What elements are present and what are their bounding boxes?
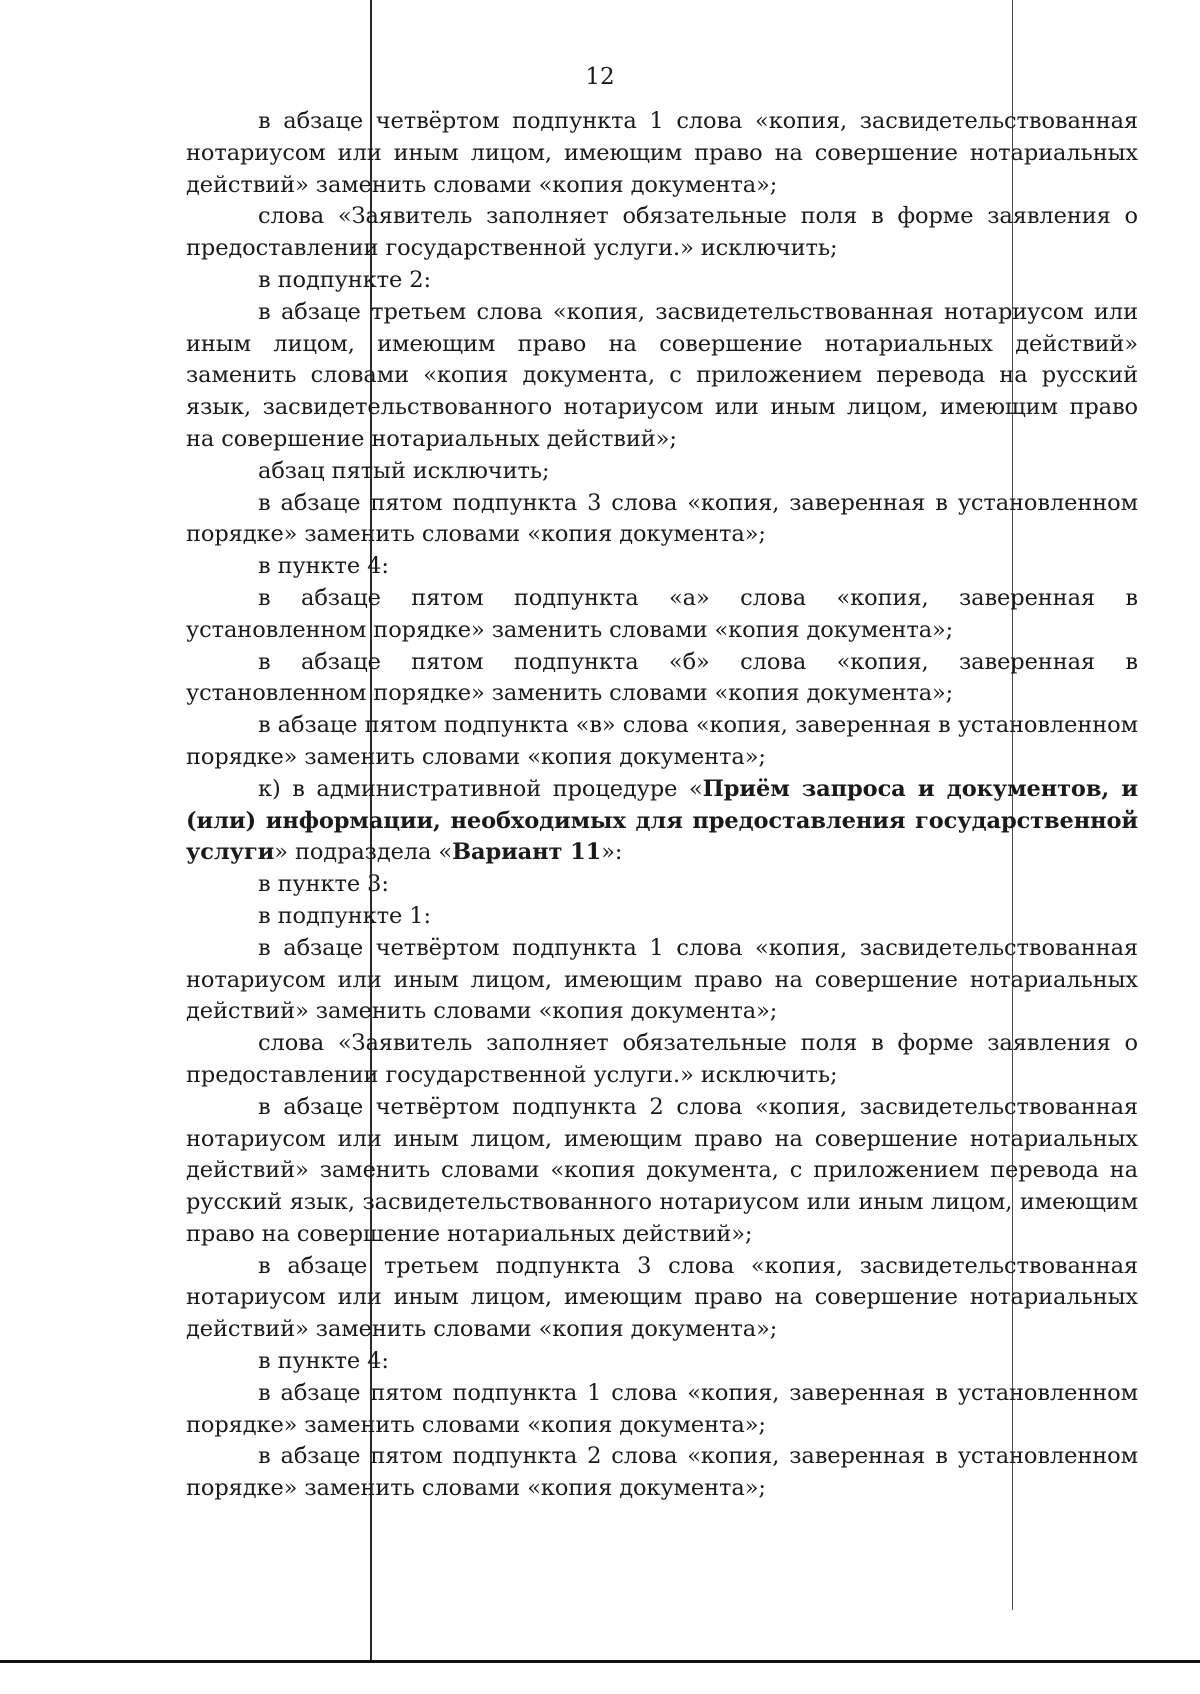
paragraph-11-text-3: »: (601, 839, 623, 866)
procedure-title-bold: Приём запроса и документов, и (или) информации, необходимых для предоставления государственной услуги (186, 775, 1138, 866)
paragraph-3: в подпункте 2: (258, 266, 431, 293)
variant-title-bold: Вариант 11 (452, 839, 602, 866)
paragraph-9: в абзаце пятом подпункта «б» слова «копия, заверенная в установленном порядке» заменить словами «копия документа»; (186, 648, 1138, 707)
page-bottom-border (0, 1660, 1200, 1663)
paragraph-8: в абзаце пятом подпункта «а» слова «копия, заверенная в установленном порядке» заменить словами «копия документа»; (186, 584, 1138, 643)
paragraph-1: в абзаце четвёртом подпункта 1 слова «копия, засвидетельствованная нотариусом или иным лицом, имеющим право на совершение нотариальных действий» заменить словами «копия документа»; (186, 108, 1138, 198)
paragraph-7: в пункте 4: (258, 553, 389, 580)
paragraph-10: в абзаце пятом подпункта «в» слова «копия, заверенная в установленном порядке» заменить словами «копия документа»; (186, 712, 1138, 770)
page-number: 12 (585, 64, 615, 90)
paragraph-11-text-1: к) в административной процедуре « (258, 775, 703, 802)
paragraph-2: слова «Заявитель заполняет обязательные поля в форме заявления о предоставлении государственной услуги.» исключить; (186, 203, 1138, 262)
paragraph-12: в пункте 3: (258, 871, 389, 898)
paragraph-16: в абзаце четвёртом подпункта 2 слова «копия, засвидетельствованная нотариусом или иным лицом, имеющим право на совершение нотариальных действий» заменить словами «копия документа, с приложением перевода на русский язык, засвидетельствованного нотариусом или иным лицом, имеющим право на совершение нотариальных действий»; (186, 1093, 1138, 1247)
paragraph-13: в подпункте 1: (258, 902, 431, 929)
paragraph-11-section-heading (186, 774, 1138, 869)
paragraph-20: в абзаце пятом подпункта 2 слова «копия, заверенная в установленном порядке» заменить словами «копия документа»; (186, 1443, 1138, 1502)
paragraph-5: абзац пятый исключить; (258, 457, 550, 484)
paragraph-6: в абзаце пятом подпункта 3 слова «копия, заверенная в установленном порядке» заменить словами «копия документа»; (186, 489, 1138, 548)
paragraph-4: в абзаце третьем слова «копия, засвидетельствованная нотариусом или иным лицом, имеющим право на совершение нотариальных действий» заменить словами «копия документа, с приложением перевода на русский язык, засвидетельствованного нотариусом или иным лицом, имеющим право на совершение нотариальных действий»; (186, 298, 1138, 452)
paragraph-11-text-2: » подраздела « (274, 839, 453, 866)
document-body (186, 106, 1138, 1505)
paragraph-17: в абзаце третьем подпункта 3 слова «копия, засвидетельствованная нотариусом или иным лицом, имеющим право на совершение нотариальных действий» заменить словами «копия документа»; (186, 1252, 1138, 1343)
paragraph-19: в абзаце пятом подпункта 1 слова «копия, заверенная в установленном порядке» заменить словами «копия документа»; (186, 1379, 1138, 1438)
paragraph-14: в абзаце четвёртом подпункта 1 слова «копия, засвидетельствованная нотариусом или иным лицом, имеющим право на совершение нотариальных действий» заменить словами «копия документа»; (186, 934, 1138, 1025)
paragraph-18: в пункте 4: (258, 1348, 389, 1375)
paragraph-15: слова «Заявитель заполняет обязательные поля в форме заявления о предоставлении государственной услуги.» исключить; (186, 1030, 1138, 1088)
